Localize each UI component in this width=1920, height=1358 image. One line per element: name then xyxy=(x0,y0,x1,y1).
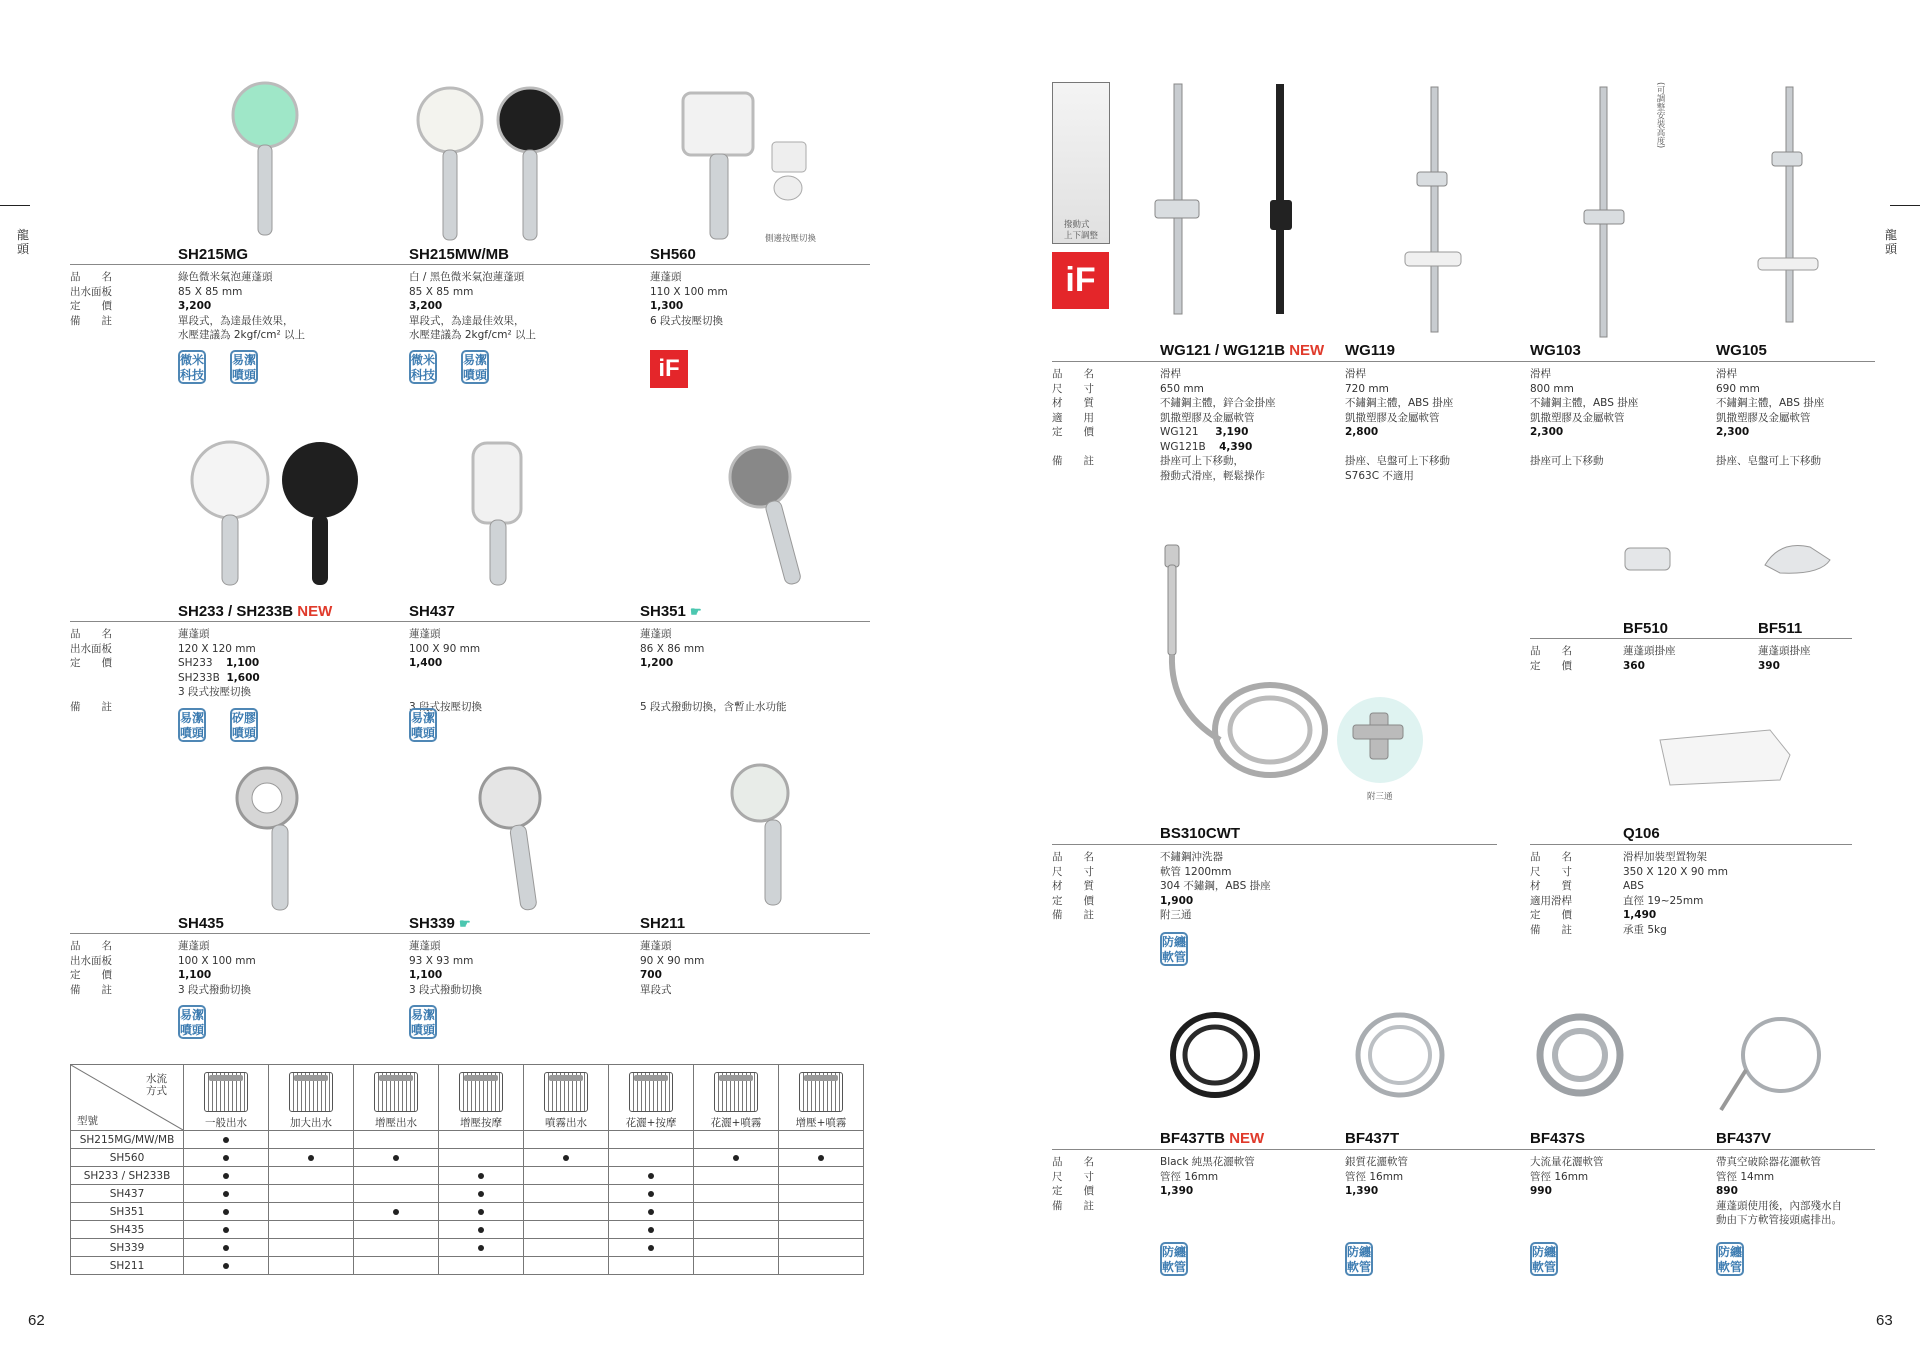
product-name-sh211: SH211 xyxy=(640,915,686,932)
bidet-sprayer-image xyxy=(1150,540,1330,790)
mode-cell xyxy=(184,1167,269,1185)
shower-head-sh437-image xyxy=(465,440,535,590)
mode-cell xyxy=(439,1167,524,1185)
model-cell: SH435 xyxy=(71,1221,184,1239)
mode-cell xyxy=(439,1131,524,1149)
product-name-sh215mwmb: SH215MW/MB xyxy=(409,246,510,263)
table-row xyxy=(71,1203,864,1221)
side-rule-right xyxy=(1890,205,1920,206)
mode-cell xyxy=(524,1257,609,1275)
flow-mode-icon xyxy=(799,1072,843,1112)
spec-labels: 品 名 尺 寸 材 質 適用滑桿 定 價 備 註 xyxy=(1530,851,1572,936)
shelf-q106-image xyxy=(1650,720,1800,800)
supported-dot xyxy=(308,1155,314,1161)
mode-cell xyxy=(354,1203,439,1221)
spec-values-bf437tb: Black 純黑花灑軟管 管徑 16mm 1,390 xyxy=(1160,1156,1255,1197)
mode-cell xyxy=(694,1203,779,1221)
model-cell: SH211 xyxy=(71,1257,184,1275)
flow-mode-header: 噴霧出水 xyxy=(524,1065,609,1131)
table-row xyxy=(71,1167,864,1185)
model-cell: SH339 xyxy=(71,1239,184,1257)
row-rule xyxy=(70,933,870,934)
flow-mode-header: 加大出水 xyxy=(269,1065,354,1131)
hand-press-illustration xyxy=(768,140,828,210)
supported-dot xyxy=(478,1209,484,1215)
mode-cell xyxy=(694,1257,779,1275)
product-name-sh560: SH560 xyxy=(650,246,696,263)
supported-dot xyxy=(223,1191,229,1197)
mode-cell xyxy=(779,1257,864,1275)
badge-easy-clean: 易潔噴頭 xyxy=(461,350,489,384)
mode-cell xyxy=(779,1185,864,1203)
model-cell: SH215MG/MW/MB xyxy=(71,1131,184,1149)
table-row xyxy=(71,1185,864,1203)
supported-dot xyxy=(223,1263,229,1269)
row-rule xyxy=(70,264,870,265)
shower-head-sh215mg-image xyxy=(225,80,305,240)
spec-values-bf510: 蓮蓬頭掛座 360 xyxy=(1623,645,1676,672)
table-corner-cell xyxy=(71,1065,184,1131)
page-number-left: 62 xyxy=(28,1312,45,1329)
badge-easy-clean: 易潔噴頭 xyxy=(409,708,437,742)
caption-adjust-height: (可調整安裝高度) xyxy=(1655,82,1665,149)
mode-cell xyxy=(269,1131,354,1149)
supported-dot xyxy=(223,1227,229,1233)
mode-cell xyxy=(354,1167,439,1185)
mode-cell xyxy=(524,1149,609,1167)
shower-head-sh211-image xyxy=(730,760,810,910)
product-name-sh233: SH233 / SH233B NEW xyxy=(178,603,333,620)
mode-cell xyxy=(779,1131,864,1149)
product-name-q106: Q106 xyxy=(1623,825,1660,842)
spec-values-bf511: 蓮蓬頭掛座 390 xyxy=(1758,645,1811,672)
spec-values-sh437: 蓮蓬頭 100 X 90 mm 1,400 3 段式按壓切換 xyxy=(409,628,483,713)
shower-head-sh233-image xyxy=(185,440,275,590)
flow-mode-header: 增壓出水 xyxy=(354,1065,439,1131)
model-cell: SH560 xyxy=(71,1149,184,1167)
hose-bf437v-image xyxy=(1716,1010,1826,1120)
mode-cell xyxy=(694,1221,779,1239)
mode-cell xyxy=(269,1167,354,1185)
mode-cell xyxy=(609,1185,694,1203)
mode-cell xyxy=(354,1131,439,1149)
eco-hand-icon: ☛ xyxy=(459,916,471,931)
mode-cell xyxy=(184,1257,269,1275)
mode-cell xyxy=(524,1221,609,1239)
slide-bar-wg119-image xyxy=(1395,82,1475,342)
spec-values-wg119: 滑桿 720 mm 不鏽鋼主體，ABS 掛座 凱撒塑膠及金屬軟管 2,800 掛座、皂盤可上下移動 S763C 不適用 xyxy=(1345,368,1454,482)
row-rule xyxy=(70,621,870,622)
caption-side-press: 側邊按壓切換 xyxy=(765,234,817,244)
mode-cell xyxy=(439,1203,524,1221)
spec-values-sh215mg: 綠色微米氣泡蓮蓬頭 85 X 85 mm 3,200 單段式，為達最佳效果， 水壓建議為 2kgf/cm² 以上 xyxy=(178,271,306,341)
mode-cell xyxy=(609,1131,694,1149)
shower-head-sh435-image xyxy=(232,765,312,915)
table-row xyxy=(71,1149,864,1167)
product-name-wg121: WG121 / WG121B NEW xyxy=(1160,342,1325,359)
flow-mode-header: 增壓+噴霧 xyxy=(779,1065,864,1131)
flow-table-body xyxy=(71,1131,864,1275)
spec-values-sh435: 蓮蓬頭 100 X 100 mm 1,100 3 段式撥動切換 xyxy=(178,940,256,996)
mode-cell xyxy=(354,1149,439,1167)
table-row xyxy=(71,1239,864,1257)
supported-dot xyxy=(648,1209,654,1215)
supported-dot xyxy=(733,1155,739,1161)
flow-mode-header: 增壓按摩 xyxy=(439,1065,524,1131)
holder-bf511-image xyxy=(1760,535,1840,580)
spec-labels: 品 名 出水面板 定 價 備 註 xyxy=(70,271,112,327)
supported-dot xyxy=(648,1173,654,1179)
model-cell: SH351 xyxy=(71,1203,184,1221)
mode-cell xyxy=(779,1239,864,1257)
product-name-sh215mg: SH215MG xyxy=(178,246,249,263)
mode-cell xyxy=(184,1185,269,1203)
mode-cell xyxy=(439,1185,524,1203)
supported-dot xyxy=(648,1191,654,1197)
supported-dot xyxy=(223,1155,229,1161)
mode-cell xyxy=(609,1149,694,1167)
product-name-sh435: SH435 xyxy=(178,915,224,932)
if-award-logo: iF xyxy=(1052,252,1109,309)
eco-hand-icon: ☛ xyxy=(690,604,702,619)
hose-bf437s-image xyxy=(1530,1010,1640,1120)
row-rule xyxy=(1530,638,1852,639)
row-rule xyxy=(1052,844,1497,845)
mode-cell xyxy=(609,1239,694,1257)
spec-values-wg121: 滑桿 650 mm 不鏽鋼主體，鋅合金掛座 凱撒塑膠及金屬軟管 WG121 3,190 WG121B 4,390 掛座可上下移動， 撥動式滑座，輕鬆操作 xyxy=(1160,368,1276,482)
mode-cell xyxy=(694,1239,779,1257)
row-rule xyxy=(1052,361,1875,362)
supported-dot xyxy=(393,1209,399,1215)
holder-bf510-image xyxy=(1620,540,1680,580)
spec-labels: 品 名 尺 寸 材 質 適 用 定 價 備 註 xyxy=(1052,368,1094,467)
model-cell: SH437 xyxy=(71,1185,184,1203)
badge-anti-knot: 防纏軟管 xyxy=(1345,1242,1373,1276)
side-label-left: 龍頭 xyxy=(16,228,29,256)
mode-cell xyxy=(439,1149,524,1167)
spec-values-bf437s: 大流量花灑軟管 管徑 16mm 990 xyxy=(1530,1156,1604,1197)
mode-cell xyxy=(609,1203,694,1221)
mode-cell xyxy=(524,1203,609,1221)
spec-values-bs310cwt: 不鏽鋼沖洗器 軟管 1200mm 304 不鏽鋼，ABS 掛座 1,900 附三通 xyxy=(1160,851,1271,921)
badge-anti-knot: 防纏軟管 xyxy=(1716,1242,1744,1276)
spec-values-wg105: 滑桿 690 mm 不鏽鋼主體，ABS 掛座 凱撒塑膠及金屬軟管 2,300 掛座、皂盤可上下移動 xyxy=(1716,368,1825,467)
corner-top-label: 水流 方式 xyxy=(146,1073,167,1097)
product-name-bf437v: BF437V xyxy=(1716,1130,1772,1147)
tee-connector-image xyxy=(1335,695,1425,785)
mode-cell xyxy=(269,1185,354,1203)
mode-cell xyxy=(609,1257,694,1275)
mode-cell xyxy=(779,1221,864,1239)
flow-mode-header: 花灑+噴霧 xyxy=(694,1065,779,1131)
flow-mode-icon xyxy=(544,1072,588,1112)
page-number-right: 63 xyxy=(1876,1312,1893,1329)
caption-tee: 附三通 xyxy=(1367,792,1393,802)
caption-adjust: 撥動式 上下調整 xyxy=(1064,220,1099,241)
mode-cell xyxy=(439,1239,524,1257)
supported-dot xyxy=(478,1245,484,1251)
spec-values-sh211: 蓮蓬頭 90 X 90 mm 700 單段式 xyxy=(640,940,705,996)
mode-cell xyxy=(694,1167,779,1185)
row-rule xyxy=(1530,844,1852,845)
mode-cell xyxy=(184,1239,269,1257)
mode-cell xyxy=(524,1185,609,1203)
badge-easy-clean: 易潔噴頭 xyxy=(178,708,206,742)
product-name-wg103: WG103 xyxy=(1530,342,1581,359)
flow-mode-icon xyxy=(374,1072,418,1112)
mode-cell xyxy=(779,1167,864,1185)
spec-values-bf437t: 銀質花灑軟管 管徑 16mm 1,390 xyxy=(1345,1156,1408,1197)
spec-labels: 品 名 尺 寸 定 價 備 註 xyxy=(1052,1156,1094,1212)
product-name-bf510: BF510 xyxy=(1623,620,1669,637)
mode-cell xyxy=(694,1131,779,1149)
shower-head-sh215mb-image xyxy=(490,85,570,245)
supported-dot xyxy=(818,1155,824,1161)
product-name-bs310cwt: BS310CWT xyxy=(1160,825,1241,842)
spec-values-wg103: 滑桿 800 mm 不鏽鋼主體，ABS 掛座 凱撒塑膠及金屬軟管 2,300 掛座可上下移動 xyxy=(1530,368,1639,467)
mode-cell xyxy=(269,1203,354,1221)
mode-cell xyxy=(354,1185,439,1203)
shower-head-sh215mw-image xyxy=(410,85,490,245)
supported-dot xyxy=(648,1245,654,1251)
supported-dot xyxy=(223,1137,229,1143)
flow-mode-header: 一般出水 xyxy=(184,1065,269,1131)
mode-cell xyxy=(779,1203,864,1221)
hose-bf437tb-image xyxy=(1160,1010,1270,1120)
badge-silicone: 矽膠噴頭 xyxy=(230,708,258,742)
mode-cell xyxy=(439,1257,524,1275)
mode-cell xyxy=(354,1221,439,1239)
side-rule-left xyxy=(0,205,30,206)
table-row xyxy=(71,1131,864,1149)
slide-bar-wg103-image xyxy=(1570,82,1650,347)
product-name-sh351: SH351 ☛ xyxy=(640,603,702,620)
mode-cell xyxy=(609,1221,694,1239)
product-name-wg105: WG105 xyxy=(1716,342,1767,359)
shower-head-sh351-image xyxy=(720,445,810,595)
flow-mode-icon xyxy=(459,1072,503,1112)
product-name-bf511: BF511 xyxy=(1758,620,1803,637)
mode-cell xyxy=(354,1257,439,1275)
product-name-bf437t: BF437T xyxy=(1345,1130,1400,1147)
badge-easy-clean: 易潔噴頭 xyxy=(230,350,258,384)
supported-dot xyxy=(563,1155,569,1161)
product-name-sh339: SH339 ☛ xyxy=(409,915,471,932)
badge-micro-tech: 微米科技 xyxy=(409,350,437,384)
hose-bf437t-image xyxy=(1345,1010,1455,1120)
flow-mode-icon xyxy=(714,1072,758,1112)
product-name-bf437tb: BF437TB NEW xyxy=(1160,1130,1265,1147)
mode-cell xyxy=(184,1149,269,1167)
supported-dot xyxy=(223,1209,229,1215)
model-cell: SH233 / SH233B xyxy=(71,1167,184,1185)
corner-bottom-label: 型號 xyxy=(77,1115,98,1127)
spec-labels: 品 名 尺 寸 材 質 定 價 備 註 xyxy=(1052,851,1094,921)
mode-cell xyxy=(694,1185,779,1203)
spec-values-q106: 滑桿加裝型置物架 350 X 120 X 90 mm ABS 直徑 19~25mm 1,490 承重 5kg xyxy=(1623,851,1728,936)
side-label-right: 龍頭 xyxy=(1884,228,1897,256)
spec-values-sh215mwmb: 白 / 黑色微米氣泡蓮蓬頭 85 X 85 mm 3,200 單段式，為達最佳效果， 水壓建議為 2kgf/cm² 以上 xyxy=(409,271,537,341)
mode-cell xyxy=(694,1149,779,1167)
mode-cell xyxy=(184,1203,269,1221)
mode-cell xyxy=(439,1221,524,1239)
mode-cell xyxy=(524,1167,609,1185)
row-rule xyxy=(1052,1149,1875,1150)
supported-dot xyxy=(393,1155,399,1161)
spec-labels: 品 名 出水面板 定 價 備 註 xyxy=(70,628,112,713)
table-row xyxy=(71,1257,864,1275)
flow-mode-header: 花灑+按摩 xyxy=(609,1065,694,1131)
mode-cell xyxy=(269,1221,354,1239)
mode-cell xyxy=(524,1239,609,1257)
badge-easy-clean: 易潔噴頭 xyxy=(409,1005,437,1039)
mode-cell xyxy=(354,1239,439,1257)
product-name-bf437s: BF437S xyxy=(1530,1130,1586,1147)
slide-bar-wg121-image xyxy=(1150,82,1230,322)
spec-values-bf437v: 帶真空破除器花灑軟管 管徑 14mm 890 蓮蓬頭使用後，內部殘水自 動由下方軟管接頭處排出。 xyxy=(1716,1156,1842,1226)
supported-dot xyxy=(478,1173,484,1179)
badge-easy-clean: 易潔噴頭 xyxy=(178,1005,206,1039)
spec-labels: 品 名 定 價 xyxy=(1530,645,1572,672)
shower-head-sh233b-image xyxy=(275,440,365,590)
spec-values-sh560: 蓮蓬頭 110 X 100 mm 1,300 6 段式按壓切換 xyxy=(650,271,728,327)
product-name-sh437: SH437 xyxy=(409,603,455,620)
if-award-logo: iF xyxy=(650,350,688,388)
product-name-wg119: WG119 xyxy=(1345,342,1396,359)
supported-dot xyxy=(478,1191,484,1197)
badge-anti-knot: 防纏軟管 xyxy=(1160,1242,1188,1276)
badge-anti-knot: 防纏軟管 xyxy=(1160,932,1188,966)
mode-cell xyxy=(184,1131,269,1149)
shower-head-sh560-image xyxy=(678,88,768,248)
spec-labels: 品 名 出水面板 定 價 備 註 xyxy=(70,940,112,996)
mode-cell xyxy=(609,1167,694,1185)
supported-dot xyxy=(223,1173,229,1179)
supported-dot xyxy=(648,1227,654,1233)
badge-micro-tech: 微米科技 xyxy=(178,350,206,384)
mode-cell xyxy=(524,1131,609,1149)
water-flow-table xyxy=(70,1064,864,1275)
table-row xyxy=(71,1221,864,1239)
spec-values-sh339: 蓮蓬頭 93 X 93 mm 1,100 3 段式撥動切換 xyxy=(409,940,483,996)
mode-cell xyxy=(779,1149,864,1167)
shower-head-sh339-image xyxy=(475,765,555,915)
badge-anti-knot: 防纏軟管 xyxy=(1530,1242,1558,1276)
spec-values-sh233: 蓮蓬頭 120 X 120 mm SH233 1,100 SH233B 1,600 3 段式按壓切換 xyxy=(178,628,260,698)
slide-bar-wg121b-image xyxy=(1240,82,1320,322)
supported-dot xyxy=(478,1227,484,1233)
mode-cell xyxy=(269,1239,354,1257)
supported-dot xyxy=(223,1245,229,1251)
mode-cell xyxy=(269,1257,354,1275)
mode-cell xyxy=(269,1149,354,1167)
flow-mode-icon xyxy=(289,1072,333,1112)
slide-bar-wg105-image xyxy=(1750,82,1830,332)
mode-cell xyxy=(184,1221,269,1239)
spec-values-sh351: 蓮蓬頭 86 X 86 mm 1,200 5 段式撥動切換，含暫止水功能 xyxy=(640,628,787,713)
flow-mode-icon xyxy=(629,1072,673,1112)
flow-mode-icon xyxy=(204,1072,248,1112)
